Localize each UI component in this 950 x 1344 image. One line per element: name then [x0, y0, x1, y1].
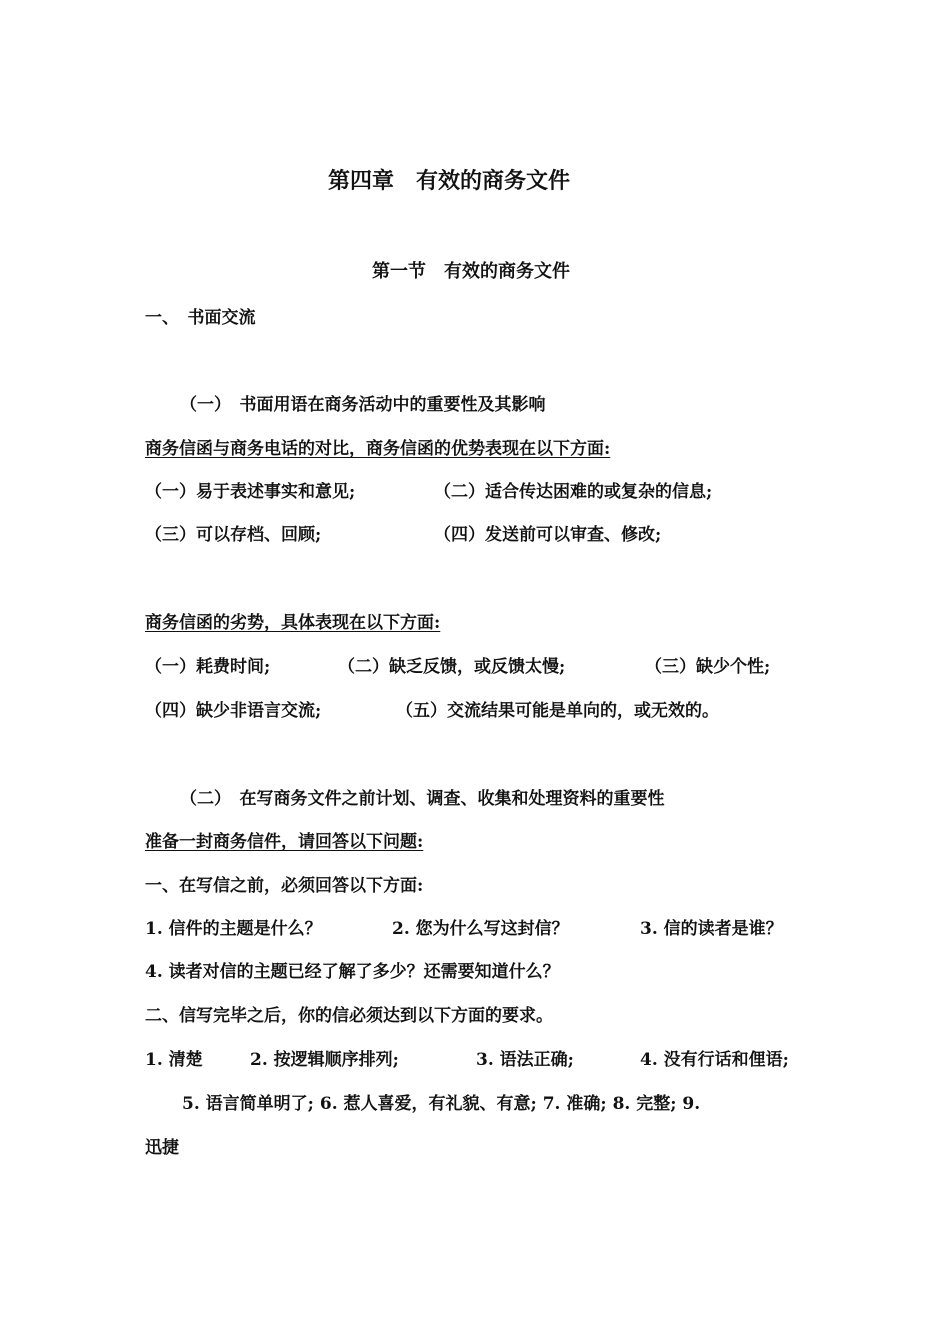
advantage-item: （四）发送前可以审查、修改; [434, 525, 662, 545]
prep-intro: 准备一封商务信件，请回答以下问题: [145, 832, 424, 852]
before-heading: 一、在写信之前，必须回答以下方面: [145, 876, 424, 896]
disadvantage-item: （四）缺少非语言交流; [145, 701, 322, 721]
advantage-item: （二）适合传达困难的或复杂的信息; [434, 482, 713, 502]
after-items-continued: 5. 语言简单明了; 6. 惹人喜爱，有礼貌、有意; 7. 准确; 8. 完整; 9. [182, 1094, 701, 1114]
after-item: 4. 没有行话和俚语; [640, 1050, 789, 1070]
disadvantages-intro: 商务信函的劣势，具体表现在以下方面: [145, 613, 441, 633]
after-item: 2. 按逻辑顺序排列; [250, 1050, 399, 1070]
after-item: 1. 清楚 [145, 1050, 203, 1070]
advantages-intro: 商务信函与商务电话的对比，商务信函的优势表现在以下方面: [145, 439, 611, 459]
before-item: 2. 您为什么写这封信？ [392, 919, 569, 939]
subsection-heading-2: （二） 在写商务文件之前计划、调查、收集和处理资料的重要性 [180, 789, 665, 809]
after-item: 3. 语法正确; [476, 1050, 574, 1070]
subsection-heading-1: （一） 书面用语在商务活动中的重要性及其影响 [180, 395, 546, 415]
chapter-title: 第四章 有效的商务文件 [328, 168, 571, 194]
before-item: 1. 信件的主题是什么？ [145, 919, 322, 939]
part1-heading: 一、 书面交流 [145, 308, 256, 328]
advantage-item: （三）可以存档、回顾; [145, 525, 322, 545]
disadvantage-item: （五）交流结果可能是单向的，或无效的。 [396, 701, 719, 721]
advantage-item: （一）易于表述事实和意见; [145, 482, 356, 502]
disadvantage-item: （二）缺乏反馈，或反馈太慢; [338, 657, 566, 677]
after-items-continued-end: 迅捷 [145, 1138, 179, 1158]
disadvantage-item: （三）缺少个性; [645, 657, 771, 677]
section-title: 第一节 有效的商务文件 [372, 261, 570, 282]
disadvantage-item: （一）耗费时间; [145, 657, 271, 677]
before-item: 4. 读者对信的主题已经了解了多少？还需要知道什么？ [145, 962, 560, 982]
after-heading: 二、信写完毕之后，你的信必须达到以下方面的要求。 [145, 1006, 553, 1026]
before-item: 3. 信的读者是谁？ [640, 919, 783, 939]
